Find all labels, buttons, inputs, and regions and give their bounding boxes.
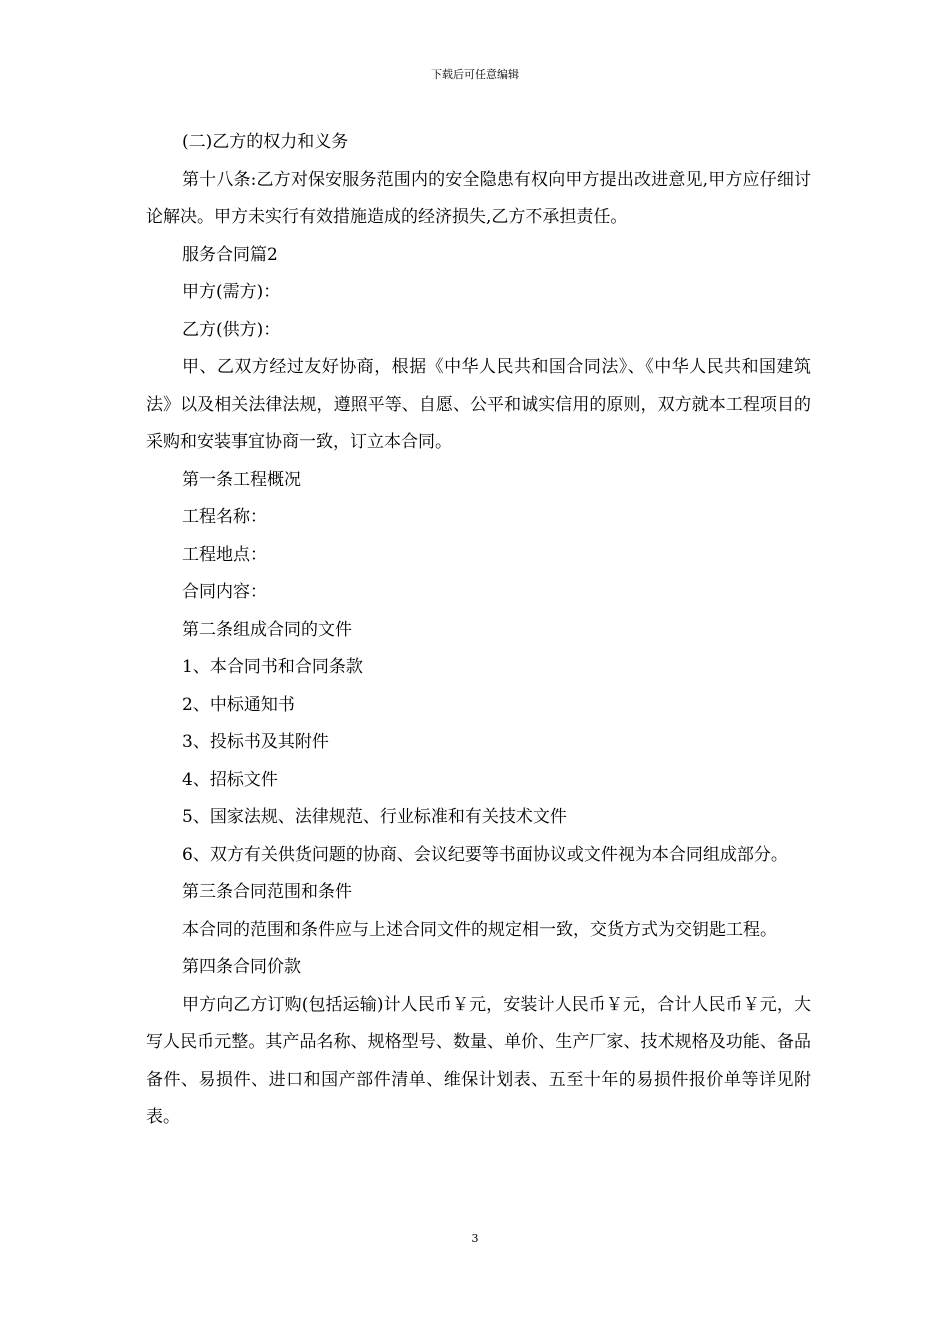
article-heading: 第三条合同范围和条件 <box>182 882 352 902</box>
article-heading: 第二条组成合同的文件 <box>182 619 352 640</box>
field-line: 合同内容： <box>182 582 267 602</box>
page-number: 3 <box>471 1232 479 1245</box>
page-header: 下载后可任意编辑 <box>431 68 519 81</box>
paragraph: 第十八条:乙方对保安服务范围内的安全隐患有权向甲方提出改进意见,甲方应仔细讨论解决。甲方未实行有效措施造成的经济损失,乙方不承担责任。 <box>146 169 811 227</box>
list-item: 6、双方有关供货问题的协商、会议纪要等书面协议或文件视为本合同组成部分。 <box>182 844 788 865</box>
party-b-line: 乙方(供方)： <box>182 319 281 340</box>
field-line: 工程地点： <box>182 544 267 565</box>
document-body <box>146 124 811 1137</box>
list-item: 4、招标文件 <box>182 769 278 790</box>
section-heading: (二)乙方的权力和义务 <box>182 132 349 152</box>
article-heading: 第四条合同价款 <box>182 957 301 977</box>
paragraph: 本合同的范围和条件应与上述合同文件的规定相一致，交货方式为交钥匙工程。 <box>182 919 777 940</box>
article-heading: 第一条工程概况 <box>182 469 301 490</box>
paragraph: 甲方向乙方订购(包括运输)计人民币￥元，安装计人民币￥元，合计人民币￥元，大写人民币元整。其产品名称、规格型号、数量、单价、生产厂家、技术规格及功能、备品备件、易损件、进口和国产部件清单、维保计划表、五至十年的易损件报价单等详见附表。 <box>146 994 811 1127</box>
list-item: 3、投标书及其附件 <box>182 732 329 752</box>
contract-title: 服务合同篇2 <box>182 244 278 265</box>
party-a-line: 甲方(需方)： <box>182 282 281 302</box>
list-item: 2、中标通知书 <box>182 694 295 715</box>
list-item: 1、本合同书和合同条款 <box>182 657 363 677</box>
paragraph: 甲、乙双方经过友好协商，根据《中华人民共和国合同法》、《中华人民共和国建筑法》以及相关法律法规，遵照平等、自愿、公平和诚实信用的原则，双方就本工程项目的采购和安装事宜协商一致，订立本合同。 <box>146 357 811 452</box>
list-item: 5、国家法规、法律规范、行业标准和有关技术文件 <box>182 807 567 827</box>
field-line: 工程名称： <box>182 507 267 527</box>
